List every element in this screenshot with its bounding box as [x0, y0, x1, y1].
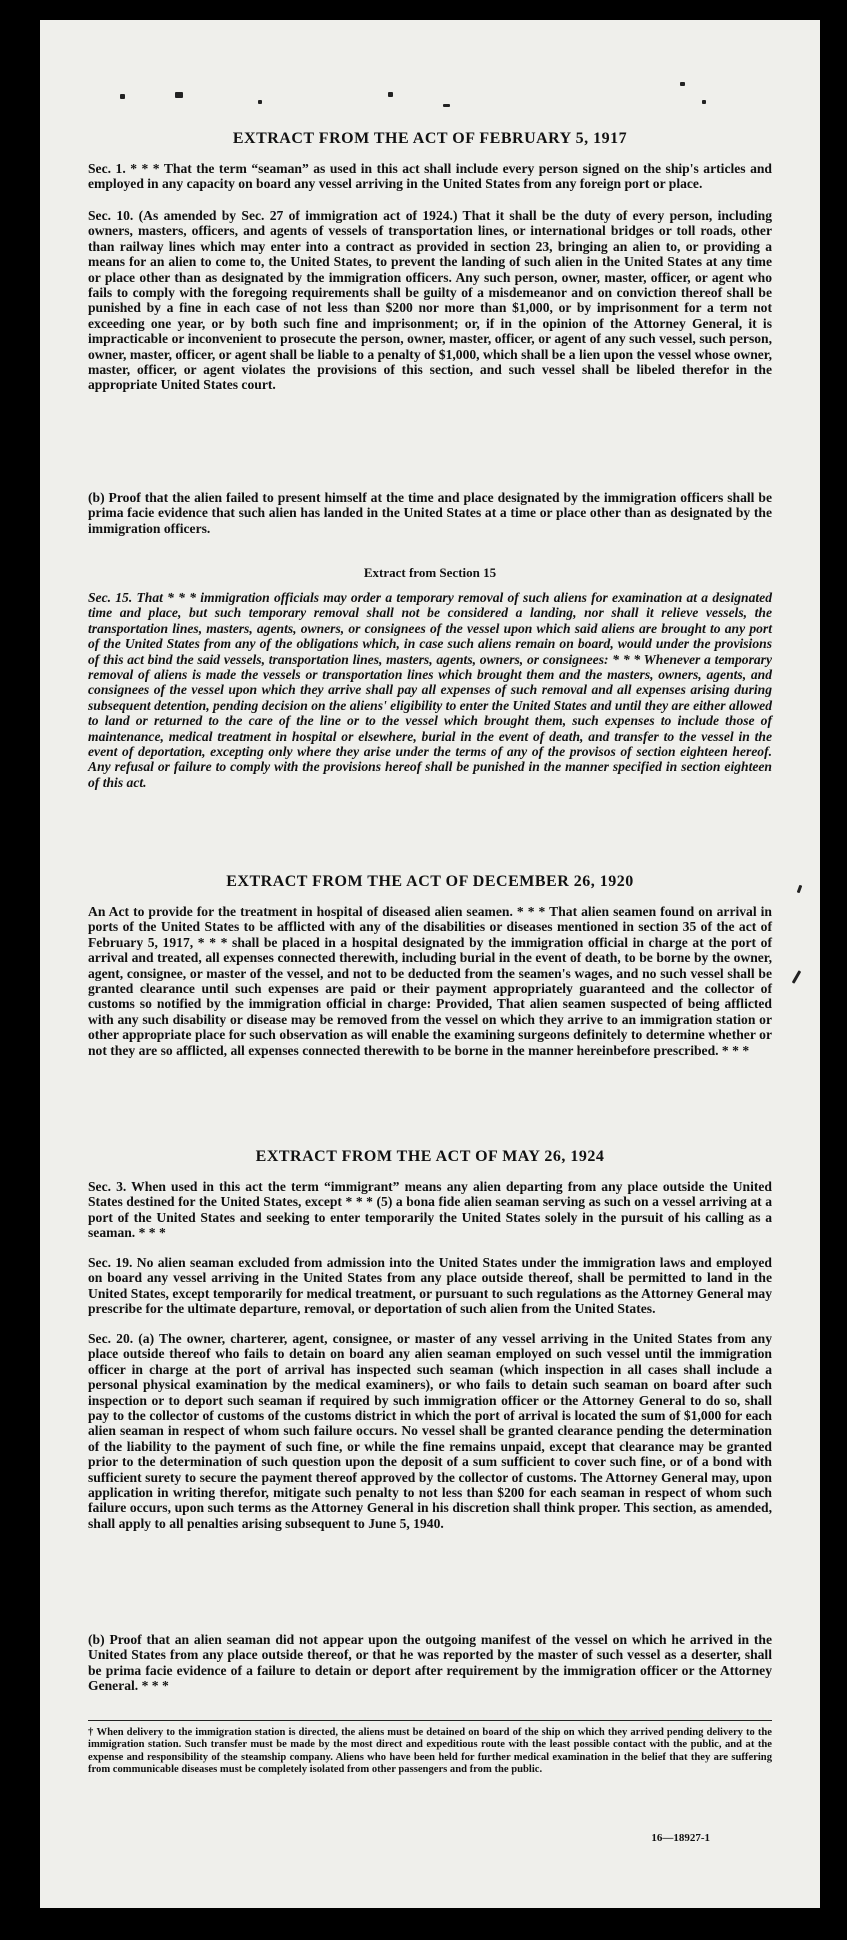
- paragraph-sec-15: Sec. 15. That * * * immigration officials may order a temporary removal of such aliens for examination at a designated time and place, but such temporary removal shall not be considered a landing, nor shall it relieve vessels, the transportation lines, masters, agents, owners, or consignees of the vessel upon which said aliens are brought to any port of the United States from any of the obligations which, in case such aliens remain on board, would under the provisions of this act bind the said vessels, transportation lines, masters, agents, owners, or consignees: * * * Whenever a temporary removal of aliens is made the vessels or transportation lines which brought them and the masters, owners, agents, and consignees of the vessel upon which they arrive shall pay all expenses of such removal and all expenses arising during subsequent detention, pending decision on the aliens' eligibility to enter the United States and until they are either allowed to land or returned to the care of the line or to the vessel which brought them, such expenses to include those of maintenance, medical treatment in hospital or elsewhere, burial in the event of death, and transfer to the vessel in the event of deportation, excepting only where they arise under the terms of any of the provisos of section eighteen hereof. Any refusal or failure to comply with the provisions hereof shall be punished in the manner specified in section eighteen of this act.: [88, 590, 772, 790]
- form-number: 16—18927-1: [651, 1832, 710, 1844]
- scan-speck: [443, 104, 450, 107]
- scan-speck: [258, 100, 262, 104]
- subheading-section-15: Extract from Section 15: [363, 565, 497, 580]
- paragraph-act-1920: An Act to provide for the treatment in hospital of diseased alien seamen. * * * That alien seamen found on arrival in ports of the United States to be afflicted with any of the disabilities or diseases mentioned in section 35 of the act of February 5, 1917, * * * shall be placed in a hospital designated by the immigration official in charge at the port of arrival and treated, all expenses connected therewith, including burial in the event of death, to be borne by the owner, agent, consignee, or master of the vessel, and not to be deducted from the seamen's wages, and no such vessel shall be granted clearance until such expenses are paid or their payment appropriately guaranteed and the collector of customs so notified by the immigration official in charge: Provided, That alien seamen suspected of being afflicted with any such disability or disease may be removed from the vessel on which they arrive to an immigration station or other appropriate place for such observation as will enable the examining surgeons definitely to determine whether or not they are so afflicted, all expenses connected therewith to be borne in the manner hereinbefore prescribed. * * *: [88, 904, 772, 1058]
- section-heading-1924: EXTRACT FROM THE ACT OF MAY 26, 1924: [255, 1148, 605, 1165]
- scan-speck: [702, 100, 706, 104]
- scan-speck: [680, 82, 685, 86]
- paragraph-sec-3: Sec. 3. When used in this act the term “immigrant” means any alien departing from any place outside the United States destined for the United States, except * * * (5) a bona fide alien seaman serving as such on a vessel arriving at a port of the United States and seeking to enter temporarily the United States solely in the pursuit of his calling as a seaman. * * *: [88, 1179, 772, 1241]
- paragraph-sec-1: Sec. 1. * * * That the term “seaman” as used in this act shall include every person signed on the ship's articles and employed in any capacity on board any vessel arriving in the United States from any foreign port or place.: [88, 161, 772, 192]
- scan-speck: [388, 92, 393, 97]
- scan-speck: [175, 92, 183, 98]
- section-heading-1917: EXTRACT FROM THE ACT OF FEBRUARY 5, 1917: [232, 130, 628, 147]
- section-heading-1920: EXTRACT FROM THE ACT OF DECEMBER 26, 1920: [226, 873, 634, 890]
- paragraph-sec-10-b: (b) Proof that the alien failed to present himself at the time and place designated by the immigration officers shall be prima facie evidence that such alien has landed in the United States at a time or place other than as designated by the immigration officers.: [88, 490, 772, 536]
- paragraph-sec-10: Sec. 10. (As amended by Sec. 27 of immigration act of 1924.) That it shall be the duty of every person, including owners, masters, officers, and agents of vessels of transportation lines, or international bridges or toll roads, other than railway lines which may enter into a contract as provided in section 23, bringing an alien to, or providing a means for an alien to come to, the United States, to prevent the landing of such alien in the United States at any time or place other than as designated by the immigration officers. Any such person, owner, master, officer, or agent who fails to comply with the foregoing requirements shall be guilty of a misdemeanor and on conviction thereof shall be punished by a fine in each case of not less than $200 nor more than $1,000, or by imprisonment for a term not exceeding one year, or by both such fine and imprisonment; or, if in the opinion of the Attorney General, it is impracticable or inconvenient to prosecute the person, owner, master, officer, or agent of any such vessel, such person, owner, master, officer, or agent shall be liable to a penalty of $1,000, which shall be a lien upon the vessel whose owner, master, officer, or agent violates the provisions of this section, and such vessel shall be libeled therefor in the appropriate United States court.: [88, 208, 772, 393]
- document-page: [40, 20, 820, 1908]
- margin-mark: [792, 970, 802, 984]
- paragraph-sec-19: Sec. 19. No alien seaman excluded from admission into the United States under the immigration laws and employed on board any vessel arriving in the United States from any place outside thereof, shall be permitted to land in the United States, except temporarily for medical treatment, or pursuant to such regulations as the Attorney General may prescribe for the ultimate departure, removal, or deportation of such alien from the United States.: [88, 1255, 772, 1317]
- footnote-divider: [88, 1720, 772, 1721]
- scan-speck: [120, 94, 125, 99]
- paragraph-sec-20-a: Sec. 20. (a) The owner, charterer, agent, consignee, or master of any vessel arriving in the United States from any place outside thereof who fails to detain on board any alien seaman employed on such vessel until the immigration officer in charge at the port of arrival has inspected such seaman (which inspection in all cases shall include a personal physical examination by the medical examiners), or who fails to detain such seaman on board after such inspection or to deport such seaman if required by such immigration officer or the Attorney General to do so, shall pay to the collector of customs of the customs district in which the port of arrival is located the sum of $1,000 for each alien seaman in respect of whom such failure occurs. No vessel shall be granted clearance pending the determination of the liability to the payment of such fine, or while the fine remains unpaid, except that clearance may be granted prior to the determination of such question upon the deposit of a sum sufficient to cover such fine, or of a bond with sufficient surety to secure the payment thereof approved by the collector of customs. The Attorney General may, upon application in writing therefor, mitigate such penalty to not less than $200 for each seaman in respect of whom such failure occurs, upon such terms as the Attorney General in his discretion shall think proper. This section, as amended, shall apply to all penalties arising subsequent to June 5, 1940.: [88, 1331, 772, 1531]
- paragraph-sec-20-b: (b) Proof that an alien seaman did not appear upon the outgoing manifest of the vessel on which he arrived in the United States from any place outside thereof, or that he was reported by the master of such vessel as a deserter, shall be prima facie evidence of a failure to detain or deport after requirement by the immigration officer or the Attorney General. * * *: [88, 1632, 772, 1694]
- footnote: † When delivery to the immigration station is directed, the aliens must be detained on board of the ship on which they arrived pending delivery to the immigration station. Such transfer must be made by the most direct and expeditious route with the least possible contact with the public, and at the expense and responsibility of the steamship company. Aliens who have been held for further medical examination in the belief that they are suffering from communicable diseases must be completely isolated from other passengers and from the public.: [88, 1727, 772, 1776]
